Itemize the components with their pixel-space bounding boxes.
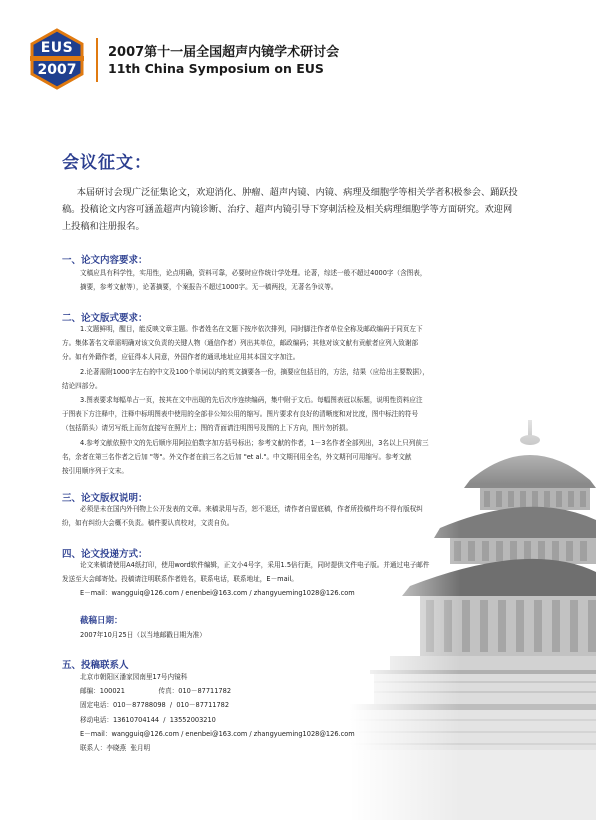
section-heading-format: 二、论文版式要求： <box>62 313 148 324</box>
section-body-contact <box>80 670 512 755</box>
body-line: 1.文题鲜明，醒目，能反映文章主题。作者姓名在文题下按序依次排列，同时脚注作者单位全称及邮政编码于同页左下 <box>80 325 423 333</box>
body-line: 名，余者在第三名作者之后加 "等"。外文作者在前三名之后加 "et al."。中文期刊用全名，外文期刊可用缩写。参考文献 <box>62 452 412 461</box>
body-line: 论文来稿请使用A4纸打印，使用word软件编辑，正文小4号字，采用1.5倍行距，同时提供文件电子版。并通过电子邮件 <box>80 561 430 569</box>
body-line: 2007年10月25日（以当地邮戳日期为准） <box>80 631 206 639</box>
contact-persons: 联系人：李晓燕 张月明 <box>80 744 151 753</box>
contact-email[interactable]: E－mail：wangguiq@126.com / enenbei@163.com / zhangyueming1028@126.com <box>80 729 355 738</box>
header <box>0 28 596 92</box>
email-line[interactable]: E－mail：wangguiq@126.com / enenbei@163.com / zhangyueming1028@126.com <box>80 589 355 598</box>
body-line: 发送至大会邮寄处。投稿请注明联系作者姓名，联系电话，联系地址，E－mail。 <box>62 575 298 584</box>
section-heading-content: 一、论文内容要求： <box>62 255 148 266</box>
body-line: 必须是未在国内外刊物上公开发表的文章。来稿录用与否，恕不退还，请作者自留底稿，作者所投稿件均不得有版权纠 <box>80 505 423 513</box>
body-line: 结论四部分。 <box>62 381 102 390</box>
section-heading-submission: 四、论文投递方式： <box>62 549 148 560</box>
body-line: 按引用顺序列于文末。 <box>62 467 128 476</box>
intro-paragraph: 本届研讨会现广泛征集论文，欢迎消化、肿瘤、超声内镜、内镜、病理及细胞学等相关学者积极参会、踊跃投稿。投稿论文内容可涵盖超声内镜诊断、治疗、超声内镜引导下穿刺活检及相关病理细胞学等方面研究。欢迎网上投稿和注册报名。 <box>62 187 518 232</box>
logo-text-year: 2007 <box>37 62 77 78</box>
deadline-heading: 截稿日期： <box>80 616 123 626</box>
contact-address: 北京市朝阳区潘家园南里17号内镜科 <box>80 673 188 681</box>
logo-text-eus: EUS <box>40 40 74 56</box>
contact-postcode-fax: 邮编：100021 传真：010－87711782 <box>80 687 232 696</box>
header-title-cn: 2007第十一届全国超声内镜学术研讨会 <box>108 45 340 60</box>
body-line: 纷，如有纠纷大会概不负责。稿件要认真校对，文责自负。 <box>62 519 234 528</box>
header-divider <box>96 38 98 82</box>
body-line: 摘要，参考文献等），论著摘要，个案报告不超过1000字。无一稿两投，无著名争议等。 <box>80 283 338 292</box>
section-body-format <box>62 322 518 478</box>
body-line: （包括箭头）请另写纸上而勿直接写在照片上；图的背面请注明图号及图的上下方向，图片勿折损。 <box>62 424 353 433</box>
section-body-content <box>80 266 512 294</box>
section-body-submission <box>62 558 518 601</box>
body-line: 2.论著需附1000字左右的中文及100个单词以内的英文摘要各一份，摘要应包括目的，方法，结果（应给出主要数据）， <box>80 367 429 376</box>
body-line: 文稿应具有科学性，实用性，论点明确，资料可靠，必要时应作统计学处理。论著，综述一般不超过4000字（含图表， <box>80 269 427 277</box>
page-title: 会议征文： <box>62 153 152 173</box>
body-line: 分。如有外籍作者，应征得本人同意，外国作者的通讯地址应用其本国文字加注。 <box>62 353 300 362</box>
section-heading-copyright: 三、论文版权说明： <box>62 493 148 504</box>
contact-mobile: 移动电话：13610704144 / 13552003210 <box>80 715 216 724</box>
deadline-text <box>80 628 512 642</box>
section-body-copyright <box>62 502 518 530</box>
header-title-en: 11th China Symposium on EUS <box>108 61 324 76</box>
contact-phone: 固定电话：010－87788098 / 010－87711782 <box>80 701 230 710</box>
body-line: 3.图表要求每幅单占一页，按其在文中出现的先后次序连续编码，集中附于文后。每幅图表冠以标题，说明性资料应注 <box>80 396 423 405</box>
body-line: 于图表下方注释中，注释中标明图表中使用的全部非公知公用的缩写。图片要求有良好的清晰度和对比度，图中标注的符号 <box>62 410 419 419</box>
section-heading-contact: 五、投稿联系人 <box>62 660 129 671</box>
eus-logo-icon <box>26 28 88 90</box>
body-line: 方。集体著名文章需明确对该文负责的关键人物（通信作者）列出其单位，邮政编码；其他对该文献有贡献者应列入致谢部 <box>62 339 419 348</box>
body-line: 4.参考文献依照中文的先后顺序用阿拉伯数字加方括号标出；参考文献的作者，1－3名作者全部列出，3名以上只列前三 <box>80 438 429 447</box>
